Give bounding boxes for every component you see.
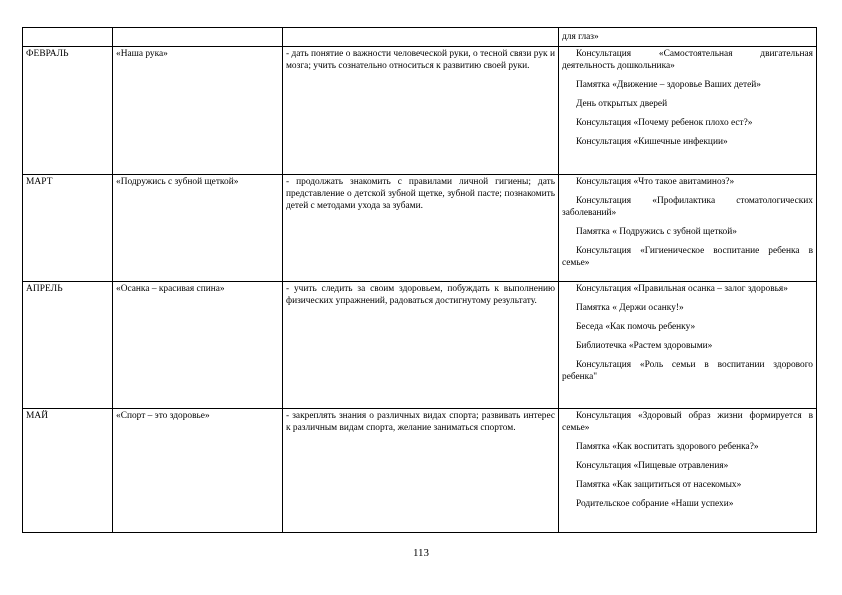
goal-cell: - дать понятие о важности человеческой руки, о тесной связи рук и мозга; учить сознательно относиться к развитию своей руки. bbox=[283, 47, 559, 175]
month-cell: МАЙ bbox=[23, 409, 113, 533]
goal-cell: - учить следить за своим здоровьем, побуждать к выполнению физических упражнений, радоваться достигнутому результату. bbox=[283, 282, 559, 409]
carry-over-cell-month bbox=[23, 28, 113, 47]
month-cell: МАРТ bbox=[23, 175, 113, 282]
table-row-february bbox=[23, 47, 817, 175]
work-item: Памятка «Как воспитать здорового ребенка?» bbox=[576, 442, 759, 453]
parent-work-cell bbox=[559, 282, 817, 409]
work-item: Памятка « Подружись с зубной щеткой» bbox=[576, 227, 737, 238]
work-item: Консультация «Гигиеническое воспитание ребенка в семье» bbox=[562, 246, 813, 269]
month-cell: АПРЕЛЬ bbox=[23, 282, 113, 409]
carry-over-cell-work: для глаз» bbox=[559, 28, 817, 47]
work-item: Консультация «Пищевые отравления» bbox=[576, 461, 729, 472]
theme-cell: «Осанка – красивая спина» bbox=[113, 282, 283, 409]
theme-cell: «Спорт – это здоровье» bbox=[113, 409, 283, 533]
goal-cell: - продолжать знакомить с правилами личной гигиены; дать представление о детской зубной щетке, зубной пасте; познакомить детей с методами ухода за зубами. bbox=[283, 175, 559, 282]
page-number: 113 bbox=[412, 547, 430, 559]
table-row-may bbox=[23, 409, 817, 533]
parent-work-cell bbox=[559, 47, 817, 175]
work-item: Памятка « Держи осанку!» bbox=[576, 303, 684, 314]
work-item: Консультация «Правильная осанка – залог здоровья» bbox=[576, 284, 788, 294]
parent-work-cell bbox=[559, 409, 817, 533]
goal-cell: - закреплять знания о различных видах спорта; развивать интерес к различным видам спорта, желание заниматься спортом. bbox=[283, 409, 559, 533]
work-item: День открытых дверей bbox=[576, 99, 668, 110]
work-item: Библиотечка «Растем здоровыми» bbox=[576, 341, 713, 352]
carry-over-cell-goal bbox=[283, 28, 559, 47]
theme-cell: «Подружись с зубной щеткой» bbox=[113, 175, 283, 282]
work-item: Беседа «Как помочь ребенку» bbox=[576, 322, 696, 333]
work-item: Консультация «Самостоятельная двигательная деятельность дошкольника» bbox=[562, 49, 813, 72]
work-item: Родительское собрание «Наши успехи» bbox=[576, 499, 734, 510]
carry-over-row bbox=[23, 28, 817, 47]
work-item: Консультация «Здоровый образ жизни формируется в семье» bbox=[562, 411, 813, 434]
table-row-march bbox=[23, 175, 817, 282]
table-row-april bbox=[23, 282, 817, 409]
theme-cell: «Наша рука» bbox=[113, 47, 283, 175]
parent-work-cell bbox=[559, 175, 817, 282]
month-cell: ФЕВРАЛЬ bbox=[23, 47, 113, 175]
work-item: Памятка «Как защититься от насекомых» bbox=[576, 480, 742, 491]
work-item: Консультация «Профилактика стоматологических заболеваний» bbox=[562, 196, 813, 219]
carry-over-cell-theme bbox=[113, 28, 283, 47]
work-item: Консультация «Что такое авитаминоз?» bbox=[576, 177, 735, 187]
work-item: Консультация «Роль семьи в воспитании здорового ребенка" bbox=[562, 360, 813, 383]
work-item: Консультация «Почему ребенок плохо ест?» bbox=[576, 118, 753, 129]
work-item: Памятка «Движение – здоровье Ваших детей» bbox=[576, 80, 761, 91]
plan-table bbox=[22, 27, 817, 533]
work-item: Консультация «Кишечные инфекции» bbox=[576, 137, 728, 148]
